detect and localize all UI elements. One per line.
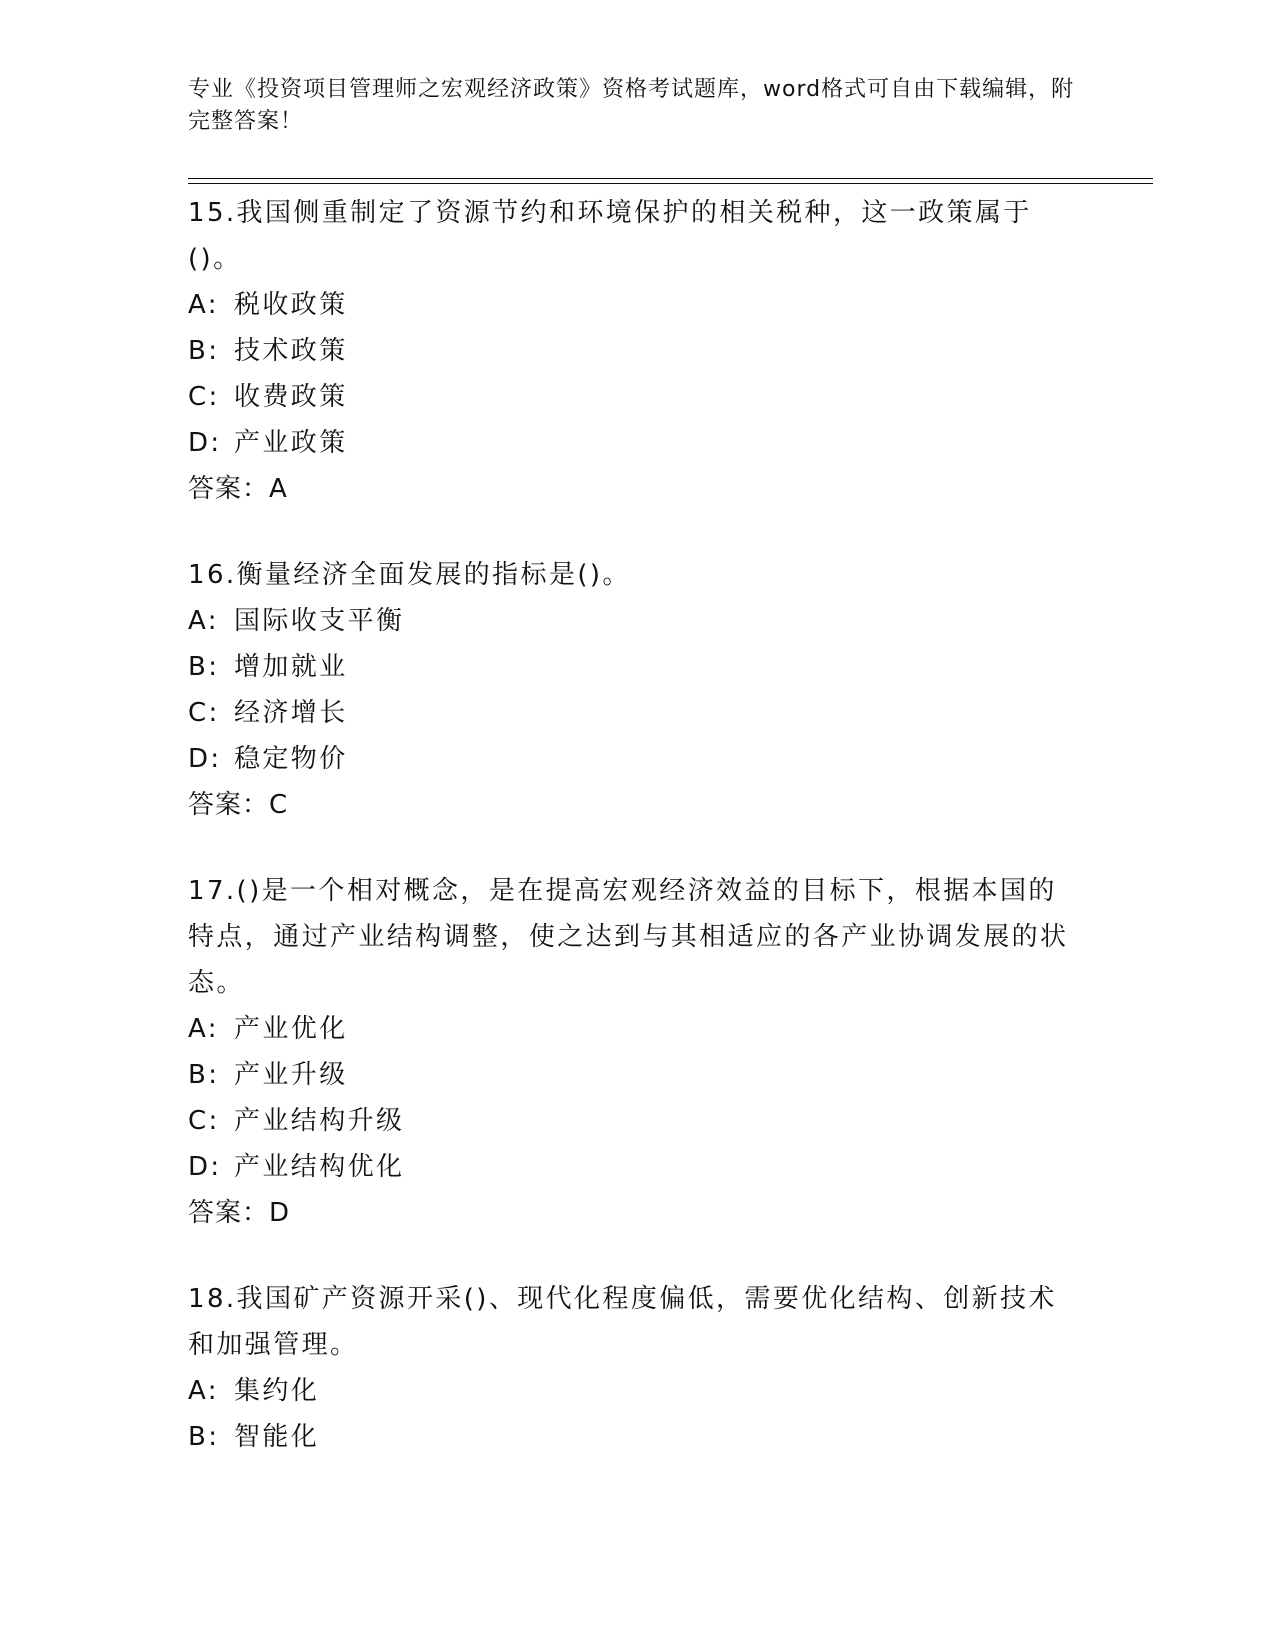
option-c bbox=[188, 690, 1078, 736]
document-header: 专业《投资项目管理师之宏观经济政策》资格考试题库，word格式可自由下载编辑，附完整答案！ bbox=[188, 77, 1075, 134]
option-b bbox=[188, 644, 1078, 690]
question-stem: 18.我国矿产资源开采()、现代化程度偏低，需要优化结构、创新技术和加强管理。 bbox=[188, 1284, 1057, 1360]
option-letter: A: bbox=[188, 290, 219, 320]
option-text: 技术政策 bbox=[234, 336, 348, 366]
option-a bbox=[188, 598, 1078, 644]
question-stem: 15.我国侧重制定了资源节约和环境保护的相关税种，这一政策属于()。 bbox=[188, 198, 1032, 274]
question-stem: 17.()是一个相对概念，是在提高宏观经济效益的目标下，根据本国的特点，通过产业结构调整，使之达到与其相适应的各产业协调发展的状态。 bbox=[188, 876, 1069, 998]
header-divider-top bbox=[188, 178, 1153, 179]
option-letter: A: bbox=[188, 1376, 219, 1406]
question-17 bbox=[188, 868, 1078, 1236]
option-b bbox=[188, 1052, 1078, 1098]
option-d bbox=[188, 736, 1078, 782]
option-text: 经济增长 bbox=[234, 698, 348, 728]
option-text: 智能化 bbox=[234, 1422, 320, 1452]
option-letter: A: bbox=[188, 606, 219, 636]
option-b bbox=[188, 328, 1078, 374]
option-text: 税收政策 bbox=[234, 290, 348, 320]
option-text: 产业政策 bbox=[234, 428, 348, 458]
question-15 bbox=[188, 190, 1078, 512]
option-text: 产业结构升级 bbox=[234, 1106, 405, 1136]
option-letter: A: bbox=[188, 1014, 219, 1044]
option-a bbox=[188, 1006, 1078, 1052]
option-text: 集约化 bbox=[234, 1376, 320, 1406]
option-c bbox=[188, 1098, 1078, 1144]
answer-line: 答案：C bbox=[188, 790, 289, 820]
option-text: 产业结构优化 bbox=[234, 1152, 405, 1182]
question-list bbox=[188, 190, 1078, 1500]
answer-line: 答案：A bbox=[188, 474, 288, 504]
option-a bbox=[188, 282, 1078, 328]
option-letter: D: bbox=[188, 1152, 222, 1182]
option-letter: B: bbox=[188, 1422, 220, 1452]
option-letter: C: bbox=[188, 1106, 220, 1136]
option-d bbox=[188, 420, 1078, 466]
question-16 bbox=[188, 552, 1078, 828]
question-18 bbox=[188, 1276, 1078, 1460]
option-letter: B: bbox=[188, 652, 220, 682]
option-letter: C: bbox=[188, 698, 220, 728]
option-b bbox=[188, 1414, 1078, 1460]
option-text: 产业升级 bbox=[234, 1060, 348, 1090]
header-divider-bottom bbox=[188, 183, 1153, 184]
option-letter: B: bbox=[188, 336, 220, 366]
option-text: 国际收支平衡 bbox=[234, 606, 405, 636]
option-c bbox=[188, 374, 1078, 420]
option-d bbox=[188, 1144, 1078, 1190]
option-letter: D: bbox=[188, 428, 222, 458]
option-letter: B: bbox=[188, 1060, 220, 1090]
option-letter: C: bbox=[188, 382, 220, 412]
option-text: 增加就业 bbox=[234, 652, 348, 682]
option-text: 产业优化 bbox=[234, 1014, 348, 1044]
option-letter: D: bbox=[188, 744, 222, 774]
option-a bbox=[188, 1368, 1078, 1414]
question-stem: 16.衡量经济全面发展的指标是()。 bbox=[188, 560, 631, 590]
option-text: 收费政策 bbox=[234, 382, 348, 412]
answer-line: 答案：D bbox=[188, 1198, 291, 1228]
option-text: 稳定物价 bbox=[234, 744, 348, 774]
